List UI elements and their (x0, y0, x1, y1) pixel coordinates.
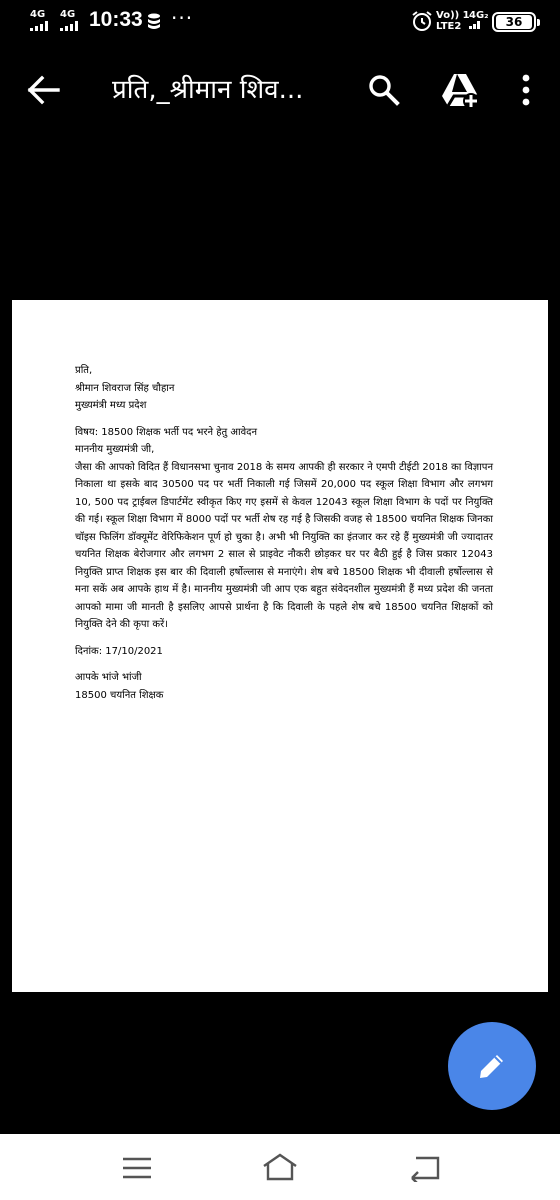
status-bar (0, 0, 560, 44)
more-notifications-icon: ··· (171, 6, 194, 30)
spacer (75, 660, 493, 669)
network-type-2: 4G (60, 9, 76, 20)
clock: 10:33 (89, 8, 143, 31)
recipient-title: मुख्यमंत्री मध्य प्रदेश (75, 400, 147, 411)
more-vert-icon[interactable] (512, 70, 540, 110)
greeting: माननीय मुख्यमंत्री जी, (75, 444, 155, 455)
body-paragraph: जैसा की आपको विदित हैं विधानसभा चुनाव 2018 के समय आपकी ही सरकार ने एमपी टीईटी 2018 का विज्ञापन निकाला था इसके बाद 30500 पद पर भर्ती निकाली गई जिसमें 20,000 पद स्कूल शिक्षा विभाग और लगभग 10, 500 पद ट्राईबल डिपार्टमेंट स्वीकृत किए गए इसमें से केवल 12043 स्कूल शिक्षा विभाग के पदों पर नियुक्ति की गई। स्कूल शिक्षा विभाग में 8000 पदों पर भर्ती शेष रह गई है जिसकी वजह से 18500 चयनित शिक्षक जिनका चॉइस फिलिंग डॉक्यूमेंट वेरिफिकेशन पूर्ण हो चुका है। अभी भी नियुक्ति का इंतजार कर रहे हैं मुख्यमंत्री जी ज्यादातर चयनित शिक्षक बेरोजगार और लगभग 2 साल से प्राइवेट नौकरी छोड़कर घर पर बैठी हुई है जिस प्रकार 12043 नियुक्ति प्राप्त शिक्षक इस बार की दिवाली हर्षोल्लास से मनाएंगे। शेष बचे 18500 शिक्षक भी दीवाली हर्षोल्लास से मना सकें अब आपके हाथ में है। माननीय मुख्यमंत्री जी आप एक बहुत संवेदनशील मुख्यमंत्री हैं मध्य प्रदेश की जनता आपको मामा जी मानती है इसलिए आपसे प्रार्थना है कि दिवाली के पहले शेष बचे 18500 चयनित शिक्षकों को नियुक्ति देने की कृपा करें। (75, 461, 493, 630)
signoff: आपके भांजे भांजी (75, 672, 142, 683)
recent-apps-icon[interactable] (120, 1156, 154, 1180)
signal-1-icon (30, 21, 48, 31)
alarm-icon (410, 9, 434, 33)
home-icon[interactable] (260, 1152, 300, 1182)
salutation: प्रति, (75, 365, 93, 376)
navigation-bar (0, 1134, 560, 1200)
spacer (75, 634, 493, 643)
search-icon[interactable] (364, 70, 404, 110)
battery-icon (492, 12, 536, 32)
edit-button[interactable] (448, 1022, 536, 1110)
document-page[interactable] (12, 300, 548, 992)
document-title: प्रति,_श्रीमान शिव... (112, 75, 304, 105)
volte-indicator: Vo)) 1 LTE2 (436, 10, 470, 32)
edit-pencil-icon (475, 1049, 509, 1083)
spacer (75, 415, 493, 424)
app-bar (0, 44, 560, 136)
document-body (75, 362, 493, 704)
battery-level: 36 (496, 15, 532, 29)
recipient-name: श्रीमान शिवराज सिंह चौहान (75, 382, 175, 394)
subject-line: विषय: 18500 शिक्षक भर्ती पद भरने हेतु आवेदन (75, 426, 258, 438)
network-type-1: 4G (30, 9, 46, 20)
arrow-left-icon[interactable] (24, 72, 64, 108)
signature: 18500 चयनित शिक्षक (75, 689, 164, 701)
nav-back-icon[interactable] (408, 1154, 442, 1182)
signal-2-icon (60, 21, 78, 31)
data-saver-icon (147, 13, 161, 31)
drive-add-icon[interactable] (440, 70, 480, 110)
date-line: दिनांक: 17/10/2021 (75, 645, 163, 657)
network-4g2: 4G₂ (469, 10, 489, 29)
